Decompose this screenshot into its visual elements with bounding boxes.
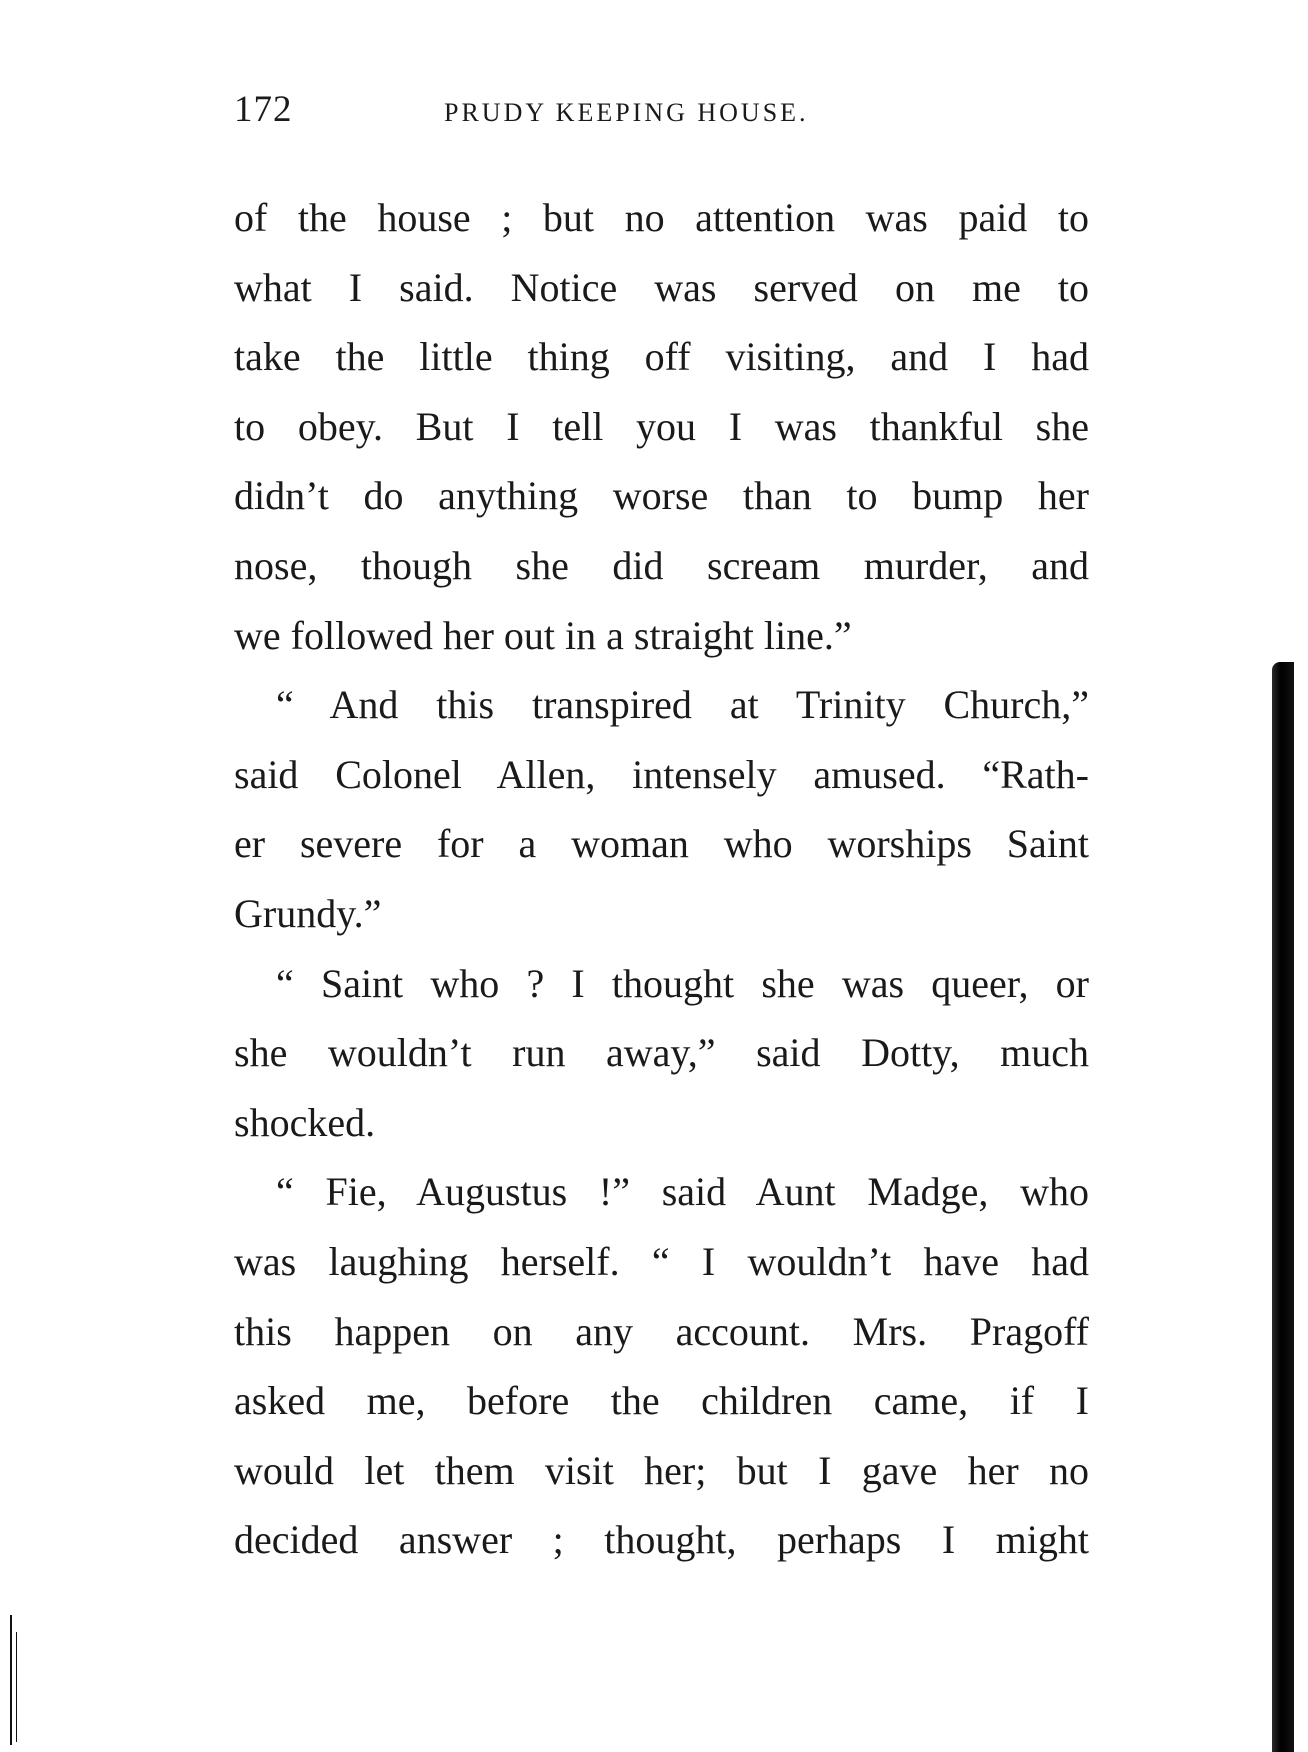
text-line: was laughing herself. “ I wouldn’t have had [234,1238,1089,1284]
text-line: to obey. But I tell you I was thankful she [234,403,1089,449]
text-line: “ Saint who ? I thought she was queer, or [276,960,1089,1006]
running-title: PRUDY KEEPING HOUSE. [444,98,809,127]
text-line: didn’t do anything worse than to bump her [234,473,1089,519]
text-line: “ And this transpired at Trinity Church,” [276,682,1089,728]
text-line: “ Fie, Augustus !” said Aunt Madge, who [276,1169,1089,1215]
text-line: she wouldn’t run away,” said Dotty, much [234,1030,1089,1076]
gutter-mark [16,1632,17,1742]
page-number: 172 [234,89,293,130]
text-line: we followed her out in a straight line.” [234,612,852,658]
text-line: said Colonel Allen, intensely amused. “Rath- [234,751,1089,797]
text-line: asked me, before the children came, if I [234,1378,1089,1424]
page-edge-shadow [1272,662,1294,1752]
text-line: shocked. [234,1099,376,1145]
text-line: er severe for a woman who worships Saint [234,821,1089,867]
text-line: nose, though she did scream murder, and [234,542,1089,588]
text-line: take the little thing off visiting, and I had [234,334,1089,380]
text-line: what I said. Notice was served on me to [234,264,1089,310]
text-line: Grundy.” [234,890,382,936]
body-text [234,183,1089,1575]
page-header [234,88,1094,138]
text-line: of the house ; but no attention was paid to [234,195,1089,240]
gutter-mark [10,1615,12,1745]
text-line: decided answer ; thought, perhaps I might [234,1517,1089,1563]
text-line: this happen on any account. Mrs. Pragoff [234,1308,1089,1354]
text-line: would let them visit her; but I gave her no [234,1447,1089,1493]
